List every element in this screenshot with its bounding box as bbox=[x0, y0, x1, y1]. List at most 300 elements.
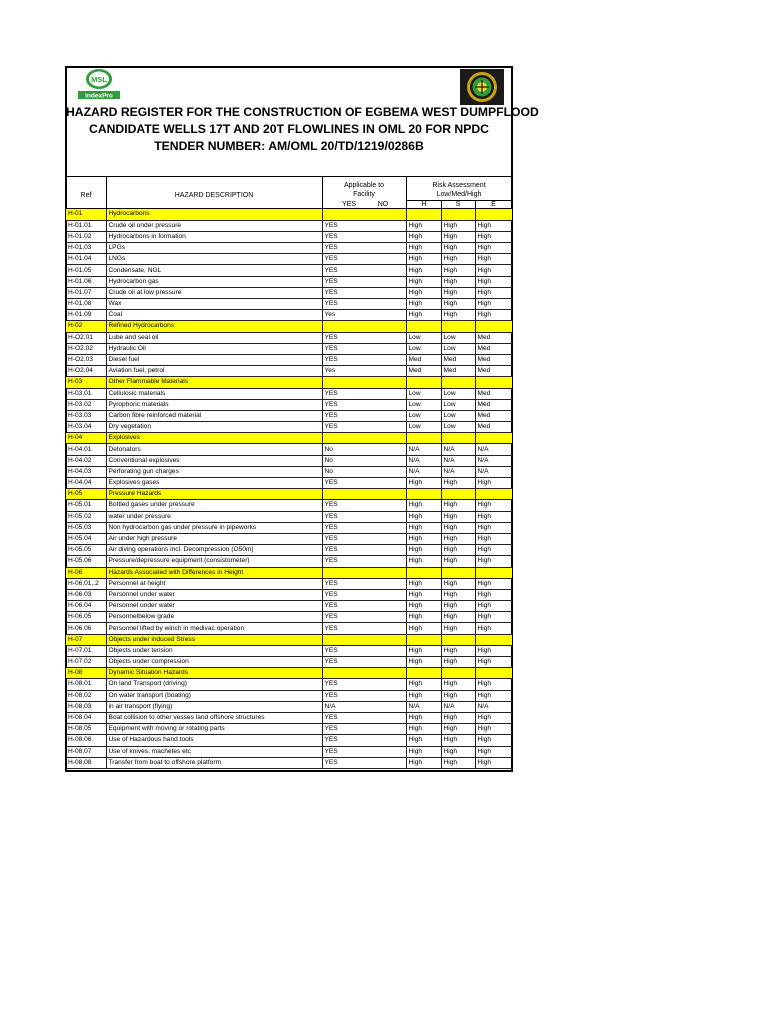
risk-s: Low bbox=[441, 422, 475, 433]
risk-s: Low bbox=[441, 399, 475, 410]
risk-h: High bbox=[406, 511, 441, 522]
hazard-ref: H-03.01 bbox=[66, 388, 106, 399]
hazard-register-table bbox=[66, 209, 512, 769]
hazard-description: water under pressure bbox=[106, 511, 322, 522]
applicable-value: YES bbox=[322, 231, 406, 242]
risk-h: Low bbox=[406, 410, 441, 421]
hazard-row bbox=[66, 287, 512, 298]
hazard-ref: H-05.03 bbox=[66, 522, 106, 533]
applicable-value: YES bbox=[322, 690, 406, 701]
risk-s: High bbox=[441, 511, 475, 522]
risk-e: Med bbox=[475, 410, 512, 421]
hazard-description: Aviation fuel, petrol bbox=[106, 366, 322, 377]
risk-e: N/A bbox=[475, 701, 512, 712]
applicable-value: YES bbox=[322, 556, 406, 567]
hazard-description: Air under high pressure bbox=[106, 533, 322, 544]
hazard-row bbox=[66, 556, 512, 567]
column-header-risk-levels: Low/Med/High bbox=[436, 191, 482, 198]
hazard-row bbox=[66, 601, 512, 612]
hazard-row bbox=[66, 500, 512, 511]
applicable-value: YES bbox=[322, 399, 406, 410]
hazard-description: LPGs bbox=[106, 243, 322, 254]
applicable-value bbox=[322, 489, 406, 500]
hazard-ref: H-06.04 bbox=[66, 601, 106, 612]
risk-e: High bbox=[475, 746, 512, 757]
risk-h: High bbox=[406, 231, 441, 242]
hazard-row bbox=[66, 466, 512, 477]
risk-h: Low bbox=[406, 422, 441, 433]
applicable-value: YES bbox=[322, 545, 406, 556]
risk-s: Low bbox=[441, 332, 475, 343]
risk-s: High bbox=[441, 545, 475, 556]
risk-h: Low bbox=[406, 388, 441, 399]
applicable-value: YES bbox=[322, 657, 406, 668]
risk-h: High bbox=[406, 612, 441, 623]
hazard-row bbox=[66, 511, 512, 522]
hazard-description: Condensate, NGL bbox=[106, 265, 322, 276]
risk-e bbox=[475, 433, 512, 444]
applicable-value bbox=[322, 634, 406, 645]
risk-e: Med bbox=[475, 366, 512, 377]
risk-e: Med bbox=[475, 354, 512, 365]
applicable-value: YES bbox=[322, 601, 406, 612]
risk-h: High bbox=[406, 545, 441, 556]
risk-s: High bbox=[441, 500, 475, 511]
risk-s: High bbox=[441, 231, 475, 242]
title-line-2: CANDIDATE WELLS 17T AND 20T FLOWLINES IN OML 20 FOR NPDC bbox=[89, 122, 489, 136]
risk-e: High bbox=[475, 690, 512, 701]
risk-h: High bbox=[406, 310, 441, 321]
risk-s bbox=[441, 634, 475, 645]
risk-e: Med bbox=[475, 399, 512, 410]
header-divider bbox=[406, 177, 407, 209]
risk-e: High bbox=[475, 220, 512, 231]
hazard-description: Boat collision to other vesses land offshore structures bbox=[106, 712, 322, 723]
risk-h: Med bbox=[406, 366, 441, 377]
hazard-ref: H-01.09 bbox=[66, 310, 106, 321]
hazard-ref: H-07 bbox=[66, 634, 106, 645]
risk-e bbox=[475, 567, 512, 578]
risk-h: High bbox=[406, 220, 441, 231]
hazard-description: Personnel under water bbox=[106, 589, 322, 600]
applicable-value bbox=[322, 209, 406, 220]
header-divider bbox=[106, 177, 107, 209]
applicable-value: YES bbox=[322, 265, 406, 276]
applicable-value: No bbox=[322, 455, 406, 466]
applicable-value: YES bbox=[322, 578, 406, 589]
risk-h: High bbox=[406, 478, 441, 489]
risk-e: High bbox=[475, 231, 512, 242]
risk-s: High bbox=[441, 276, 475, 287]
risk-s: N/A bbox=[441, 444, 475, 455]
logo-brand-text: indexPro bbox=[85, 92, 113, 100]
risk-h: Med bbox=[406, 354, 441, 365]
hazard-description: Cellulosic materials bbox=[106, 388, 322, 399]
risk-e: High bbox=[475, 265, 512, 276]
risk-h: N/A bbox=[406, 455, 441, 466]
risk-s: High bbox=[441, 645, 475, 656]
hazard-ref: H-05.04 bbox=[66, 533, 106, 544]
hazard-description: Diesel fuel bbox=[106, 354, 322, 365]
risk-h: High bbox=[406, 299, 441, 310]
hazard-row bbox=[66, 243, 512, 254]
risk-e: High bbox=[475, 757, 512, 768]
risk-h: High bbox=[406, 243, 441, 254]
risk-h: High bbox=[406, 679, 441, 690]
risk-e: High bbox=[475, 545, 512, 556]
hazard-row bbox=[66, 612, 512, 623]
risk-s: High bbox=[441, 299, 475, 310]
hazard-description: Air diving operations incl. Decompression (O50m) bbox=[106, 545, 322, 556]
hazard-category-row bbox=[66, 634, 512, 645]
risk-h: High bbox=[406, 265, 441, 276]
applicable-value: YES bbox=[322, 679, 406, 690]
hazard-ref: H-06.06 bbox=[66, 623, 106, 634]
risk-h: High bbox=[406, 589, 441, 600]
risk-h: High bbox=[406, 746, 441, 757]
hazard-row bbox=[66, 366, 512, 377]
risk-s: High bbox=[441, 522, 475, 533]
hazard-row bbox=[66, 712, 512, 723]
hazard-description: Dry vegetation bbox=[106, 422, 322, 433]
applicable-value: YES bbox=[322, 645, 406, 656]
applicable-value: YES bbox=[322, 500, 406, 511]
risk-s: High bbox=[441, 612, 475, 623]
document-title bbox=[66, 104, 539, 155]
title-line-1: HAZARD REGISTER FOR THE CONSTRUCTION OF EGBEMA WEST DUMPFLOOD bbox=[66, 105, 539, 119]
risk-s: High bbox=[441, 712, 475, 723]
risk-e: N/A bbox=[475, 455, 512, 466]
hazard-row bbox=[66, 444, 512, 455]
hazard-description: Pressure/depressure equipment (consistometer) bbox=[106, 556, 322, 567]
risk-e: High bbox=[475, 724, 512, 735]
applicable-value: No bbox=[322, 444, 406, 455]
applicable-value: YES bbox=[322, 612, 406, 623]
hazard-ref: H-01.01 bbox=[66, 220, 106, 231]
hazard-ref: H-04.03 bbox=[66, 466, 106, 477]
hazard-description: Personnel under water bbox=[106, 601, 322, 612]
applicable-value: YES bbox=[322, 757, 406, 768]
risk-s: High bbox=[441, 578, 475, 589]
risk-s: High bbox=[441, 310, 475, 321]
column-header-yes: YES bbox=[341, 201, 356, 208]
risk-e: High bbox=[475, 287, 512, 298]
applicable-value: YES bbox=[322, 299, 406, 310]
hazard-description: Carbon fibre reinforced material bbox=[106, 410, 322, 421]
applicable-value: Yes bbox=[322, 310, 406, 321]
risk-e: High bbox=[475, 522, 512, 533]
risk-e: High bbox=[475, 254, 512, 265]
hazard-row bbox=[66, 757, 512, 768]
hazard-row bbox=[66, 388, 512, 399]
risk-h: Low bbox=[406, 343, 441, 354]
hazard-description: Explosives bbox=[106, 433, 322, 444]
hazard-row bbox=[66, 533, 512, 544]
column-header-h: H bbox=[421, 201, 427, 208]
risk-h: N/A bbox=[406, 444, 441, 455]
hazard-ref: H-08.06 bbox=[66, 735, 106, 746]
risk-h: High bbox=[406, 522, 441, 533]
hazard-description: Use of Hazardous hand tools bbox=[106, 735, 322, 746]
risk-e: High bbox=[475, 299, 512, 310]
risk-e: High bbox=[475, 243, 512, 254]
hazard-description: Transfer from boat to offshore platform bbox=[106, 757, 322, 768]
applicable-value: YES bbox=[322, 735, 406, 746]
applicable-value: YES bbox=[322, 422, 406, 433]
header-top-rule bbox=[66, 176, 512, 177]
hazard-row bbox=[66, 220, 512, 231]
risk-e: High bbox=[475, 601, 512, 612]
hazard-category-row bbox=[66, 489, 512, 500]
hazard-ref: H-01.06 bbox=[66, 276, 106, 287]
applicable-value: YES bbox=[322, 243, 406, 254]
hazard-row bbox=[66, 746, 512, 757]
risk-h bbox=[406, 668, 441, 679]
hazard-row bbox=[66, 701, 512, 712]
risk-s: High bbox=[441, 657, 475, 668]
risk-h: High bbox=[406, 578, 441, 589]
hazard-category-row bbox=[66, 567, 512, 578]
hazard-description: Objects under tension bbox=[106, 645, 322, 656]
risk-h bbox=[406, 321, 441, 332]
risk-s: Med bbox=[441, 366, 475, 377]
risk-s bbox=[441, 209, 475, 220]
hazard-description: Objects under compression bbox=[106, 657, 322, 668]
risk-h: High bbox=[406, 276, 441, 287]
risk-e: High bbox=[475, 478, 512, 489]
hazard-description: Conventional explosives bbox=[106, 455, 322, 466]
risk-e: High bbox=[475, 533, 512, 544]
hazard-category-row bbox=[66, 668, 512, 679]
risk-e: Med bbox=[475, 332, 512, 343]
risk-e: High bbox=[475, 556, 512, 567]
applicable-value: YES bbox=[322, 287, 406, 298]
hazard-description: Refined Hydrocarbons bbox=[106, 321, 322, 332]
applicable-value: YES bbox=[322, 220, 406, 231]
hazard-ref: H-01.03 bbox=[66, 243, 106, 254]
hazard-description: Hydrocarbon gas bbox=[106, 276, 322, 287]
hazard-ref: H-08.08 bbox=[66, 757, 106, 768]
risk-s: High bbox=[441, 254, 475, 265]
applicable-value: YES bbox=[322, 522, 406, 533]
risk-s: Med bbox=[441, 354, 475, 365]
risk-s: High bbox=[441, 243, 475, 254]
hazard-row bbox=[66, 522, 512, 533]
applicable-value: YES bbox=[322, 746, 406, 757]
risk-e: N/A bbox=[475, 466, 512, 477]
risk-h: High bbox=[406, 254, 441, 265]
hazard-ref: H-04 bbox=[66, 433, 106, 444]
risk-s: High bbox=[441, 601, 475, 612]
hazard-ref: H-06.03 bbox=[66, 589, 106, 600]
hazard-description: Lube and seal oil bbox=[106, 332, 322, 343]
hazard-ref: H-08.02 bbox=[66, 690, 106, 701]
hazard-description: On land Transport (driving) bbox=[106, 679, 322, 690]
emblem-seal-logo bbox=[460, 69, 504, 105]
applicable-value: YES bbox=[322, 712, 406, 723]
risk-h: High bbox=[406, 556, 441, 567]
risk-s: High bbox=[441, 220, 475, 231]
hazard-row bbox=[66, 354, 512, 365]
risk-h: High bbox=[406, 645, 441, 656]
risk-h: High bbox=[406, 500, 441, 511]
hazard-ref: H-01.07 bbox=[66, 287, 106, 298]
risk-s bbox=[441, 567, 475, 578]
risk-e: High bbox=[475, 712, 512, 723]
header-divider bbox=[406, 200, 512, 201]
hazard-ref: H-08.03 bbox=[66, 701, 106, 712]
applicable-value bbox=[322, 377, 406, 388]
applicable-value bbox=[322, 321, 406, 332]
hazard-row bbox=[66, 657, 512, 668]
column-header-description: HAZARD DESCRIPTION bbox=[174, 192, 254, 199]
hazard-description: Wax bbox=[106, 299, 322, 310]
risk-s: High bbox=[441, 746, 475, 757]
risk-e: High bbox=[475, 310, 512, 321]
hazard-category-row bbox=[66, 433, 512, 444]
risk-h: High bbox=[406, 690, 441, 701]
risk-s: Low bbox=[441, 410, 475, 421]
hazard-row bbox=[66, 724, 512, 735]
risk-h: N/A bbox=[406, 701, 441, 712]
risk-e bbox=[475, 209, 512, 220]
risk-e bbox=[475, 668, 512, 679]
risk-h: High bbox=[406, 757, 441, 768]
hazard-ref: H-08.01 bbox=[66, 679, 106, 690]
hazard-row bbox=[66, 254, 512, 265]
header-divider bbox=[322, 177, 323, 209]
hazard-row bbox=[66, 265, 512, 276]
risk-e: N/A bbox=[475, 444, 512, 455]
hazard-description: Hydrocarbons in formation bbox=[106, 231, 322, 242]
hazard-category-row bbox=[66, 321, 512, 332]
logo-badge-text: MSL bbox=[91, 75, 107, 84]
applicable-value: YES bbox=[322, 724, 406, 735]
risk-s: High bbox=[441, 533, 475, 544]
hazard-description: Perforating gun charges bbox=[106, 466, 322, 477]
hazard-ref: H-06.05 bbox=[66, 612, 106, 623]
applicable-value: YES bbox=[322, 276, 406, 287]
applicable-value: YES bbox=[322, 478, 406, 489]
hazard-ref: H-06.01,.2 bbox=[66, 578, 106, 589]
applicable-value: YES bbox=[322, 332, 406, 343]
applicable-value bbox=[322, 668, 406, 679]
risk-h: High bbox=[406, 533, 441, 544]
hazard-ref: H-03.03 bbox=[66, 410, 106, 421]
hazard-ref: H-04.01 bbox=[66, 444, 106, 455]
risk-s: High bbox=[441, 623, 475, 634]
hazard-ref: H-O2.02 bbox=[66, 343, 106, 354]
hazard-row bbox=[66, 545, 512, 556]
hazard-description: Hydraulic Oil bbox=[106, 343, 322, 354]
hazard-description: Personnel lifted by winch in medivac operation bbox=[106, 623, 322, 634]
risk-h bbox=[406, 634, 441, 645]
hazard-ref: H-03 bbox=[66, 377, 106, 388]
hazard-ref: H-02 bbox=[66, 321, 106, 332]
risk-e bbox=[475, 377, 512, 388]
risk-e: High bbox=[475, 645, 512, 656]
applicable-value bbox=[322, 433, 406, 444]
hazard-description: On water transport (boating) bbox=[106, 690, 322, 701]
risk-h bbox=[406, 209, 441, 220]
hazard-description: Explosives gases bbox=[106, 478, 322, 489]
hazard-row bbox=[66, 399, 512, 410]
risk-e: High bbox=[475, 276, 512, 287]
hazard-ref: H-05 bbox=[66, 489, 106, 500]
applicable-value: YES bbox=[322, 410, 406, 421]
hazard-description: Crude oil at low pressure bbox=[106, 287, 322, 298]
risk-h: High bbox=[406, 657, 441, 668]
hazard-description: Personnelbelow grade bbox=[106, 612, 322, 623]
risk-s bbox=[441, 668, 475, 679]
hazard-description: Non hydrocarbon gas under pressure in pipeworks bbox=[106, 522, 322, 533]
title-line-3: TENDER NUMBER: AM/OML 20/TD/1219/0286B bbox=[154, 139, 424, 153]
hazard-description: Dynamic Situation Hazards bbox=[106, 668, 322, 679]
hazard-category-row bbox=[66, 209, 512, 220]
hazard-row bbox=[66, 231, 512, 242]
risk-e bbox=[475, 634, 512, 645]
hazard-row bbox=[66, 735, 512, 746]
risk-e bbox=[475, 321, 512, 332]
applicable-value: YES bbox=[322, 388, 406, 399]
column-header-e: E bbox=[491, 201, 496, 208]
applicable-value: YES bbox=[322, 511, 406, 522]
hazard-ref: H-05.01 bbox=[66, 500, 106, 511]
hazard-ref: H-04.02 bbox=[66, 455, 106, 466]
risk-s: High bbox=[441, 735, 475, 746]
column-header-s: S bbox=[455, 201, 461, 208]
hazard-row bbox=[66, 299, 512, 310]
column-header-no: NO bbox=[377, 201, 389, 208]
risk-h: Low bbox=[406, 332, 441, 343]
risk-e: Med bbox=[475, 343, 512, 354]
hazard-description: Use of knives, machetes etc bbox=[106, 746, 322, 757]
risk-e: High bbox=[475, 589, 512, 600]
hazard-ref: H-07.01 bbox=[66, 645, 106, 656]
hazard-description: Pyrophoric materials bbox=[106, 399, 322, 410]
hazard-ref: H-08.05 bbox=[66, 724, 106, 735]
risk-s bbox=[441, 433, 475, 444]
hazard-row bbox=[66, 310, 512, 321]
hazard-ref: H-08 bbox=[66, 668, 106, 679]
hazard-ref: H-O2.01 bbox=[66, 332, 106, 343]
risk-s bbox=[441, 377, 475, 388]
risk-h: Low bbox=[406, 399, 441, 410]
risk-h bbox=[406, 567, 441, 578]
applicable-value bbox=[322, 567, 406, 578]
hazard-description: Bottled gases under pressure bbox=[106, 500, 322, 511]
risk-s: High bbox=[441, 724, 475, 735]
hazard-ref: H-01.04 bbox=[66, 254, 106, 265]
risk-s: Low bbox=[441, 388, 475, 399]
hazard-ref: H-08.04 bbox=[66, 712, 106, 723]
hazard-ref: H-08.07 bbox=[66, 746, 106, 757]
hazard-row bbox=[66, 578, 512, 589]
risk-h: High bbox=[406, 735, 441, 746]
risk-e bbox=[475, 489, 512, 500]
risk-h: N/A bbox=[406, 466, 441, 477]
risk-s: High bbox=[441, 690, 475, 701]
column-header-applicable: Applicable to Facility bbox=[343, 182, 385, 198]
hazard-description: Coal bbox=[106, 310, 322, 321]
hazard-row bbox=[66, 679, 512, 690]
hazard-ref: H-O2.04 bbox=[66, 366, 106, 377]
risk-h: High bbox=[406, 601, 441, 612]
risk-e: High bbox=[475, 735, 512, 746]
hazard-category-row bbox=[66, 377, 512, 388]
hazard-description: Crude oil under pressure bbox=[106, 220, 322, 231]
hazard-ref: H-01.08 bbox=[66, 299, 106, 310]
